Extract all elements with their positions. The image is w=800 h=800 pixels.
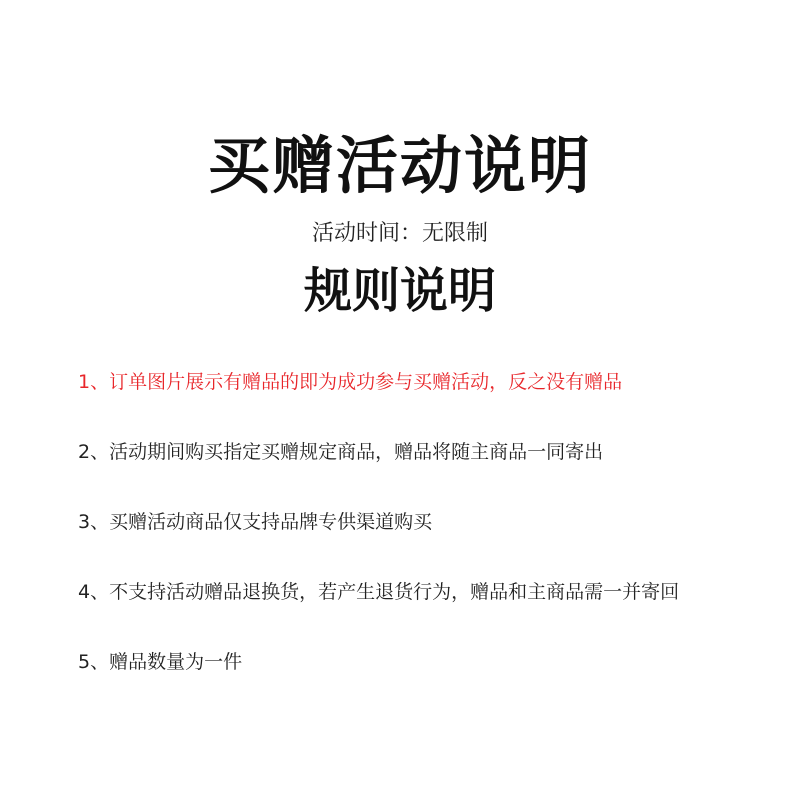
rules-heading: 规则说明 <box>303 263 496 319</box>
rule-item-5: 5、赠品数量为一件 <box>78 651 243 673</box>
rule-item-1: 1、订单图片展示有赠品的即为成功参与买赠活动，反之没有赠品 <box>78 371 623 393</box>
rule-item-2: 2、活动期间购买指定买赠规定商品，赠品将随主商品一同寄出 <box>78 441 604 463</box>
rule-item-3: 3、买赠活动商品仅支持品牌专供渠道购买 <box>78 511 433 533</box>
rule-item-4: 4、不支持活动赠品退换货，若产生退货行为，赠品和主商品需一并寄回 <box>78 581 680 603</box>
rules-list <box>78 368 778 718</box>
activity-time: 活动时间：无限制 <box>311 221 488 246</box>
page-title: 买赠活动说明 <box>207 129 592 202</box>
